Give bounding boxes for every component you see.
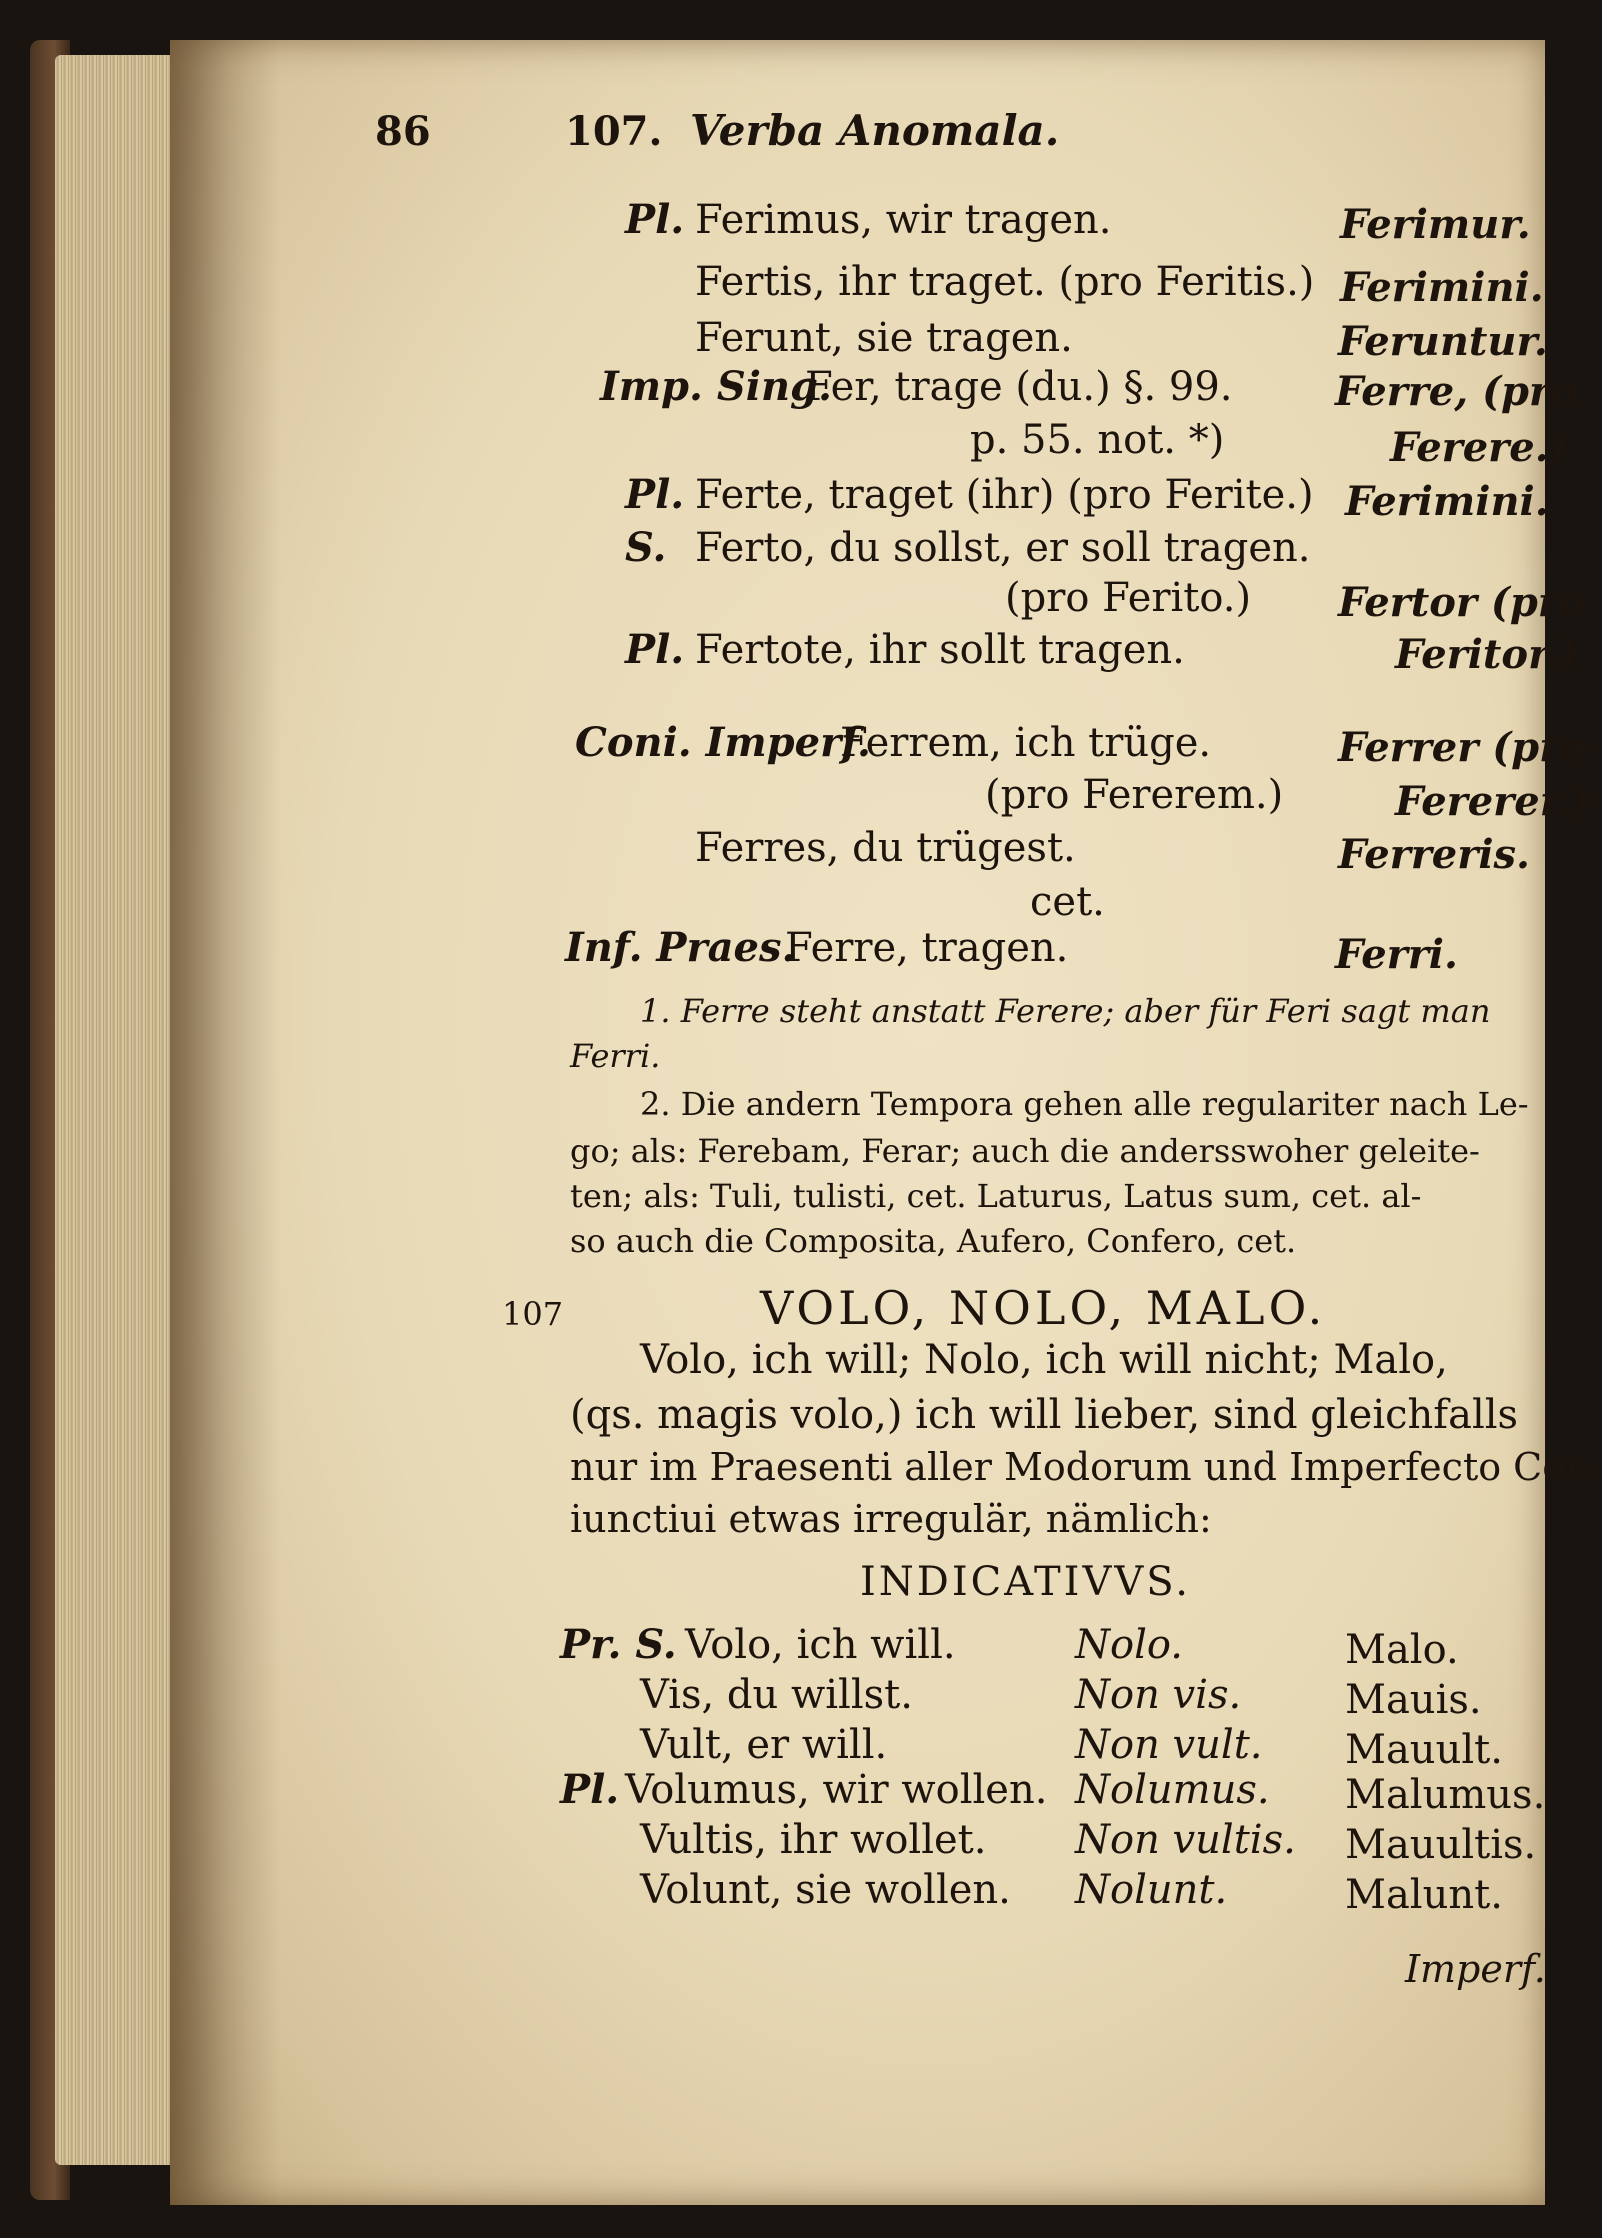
form-text: cet. xyxy=(1030,879,1105,925)
note-line: so auch die Composita, Aufero, Confero, cet. xyxy=(570,1222,1297,1260)
table-row-label: Pl. xyxy=(560,1766,620,1813)
form-text: (pro Fererem.) xyxy=(985,772,1284,818)
passive-form: Fertor (pro xyxy=(1338,579,1586,626)
malo-form: Mauult. xyxy=(1345,1727,1503,1773)
row-label: S. xyxy=(625,524,667,571)
passive-form: Ferimur. xyxy=(1340,201,1531,248)
nolo-form: Non vult. xyxy=(1075,1722,1263,1768)
catchword: Imperf. xyxy=(1405,1947,1546,1991)
nolo-form: Non vis. xyxy=(1075,1672,1242,1718)
nolo-form: Non vultis. xyxy=(1075,1817,1296,1863)
passive-form: Ferri. xyxy=(1335,931,1458,978)
passive-form: Ferre, (pro xyxy=(1335,368,1577,415)
form-text: Ferrem, ich trüge. xyxy=(840,720,1212,766)
note-line: go; als: Ferebam, Ferar; auch die andersswoher geleite- xyxy=(570,1132,1480,1170)
passive-form: Ferimini. xyxy=(1340,264,1544,311)
row-label: Pl. xyxy=(625,471,685,518)
note-line: ten; als: Tuli, tulisti, cet. Laturus, Latus sum, cet. al- xyxy=(570,1177,1422,1215)
form-text: Fertis, ihr traget. (pro Feritis.) xyxy=(695,259,1315,305)
table-row-label: Pr. S. xyxy=(560,1621,677,1668)
form-text: Fer, trage (du.) §. 99. xyxy=(805,364,1233,410)
intro-line: Volo, ich will; Nolo, ich will nicht; Malo, xyxy=(640,1337,1448,1383)
intro-line: (qs. magis volo,) ich will lieber, sind gleichfalls xyxy=(570,1392,1519,1438)
margin-section-number: 107 xyxy=(502,1295,564,1333)
passive-form: Ferere.) xyxy=(1390,424,1568,471)
form-text: Ferto, du sollst, er soll tragen. xyxy=(695,525,1311,571)
volo-form: Volunt, sie wollen. xyxy=(640,1867,1011,1913)
form-text: Ferres, du trügest. xyxy=(695,825,1076,871)
row-label: Pl. xyxy=(625,626,685,673)
note-line: 2. Die andern Tempora gehen alle regulariter nach Le- xyxy=(640,1085,1529,1123)
passive-form: Fererer.) xyxy=(1395,778,1590,825)
row-label: Pl. xyxy=(625,196,685,243)
page-edges xyxy=(55,55,175,2165)
volo-form: Volo, ich will. xyxy=(685,1622,956,1668)
passive-form: Feritor.) xyxy=(1395,631,1579,678)
page-number: 86 xyxy=(375,108,431,155)
row-label: Inf. Praes. xyxy=(565,924,796,971)
malo-form: Mauultis. xyxy=(1345,1822,1537,1868)
form-text: Ferte, traget (ihr) (pro Ferite.) xyxy=(695,472,1314,518)
running-title: Verba Anomala. xyxy=(690,106,1060,155)
malo-form: Malumus. xyxy=(1345,1772,1546,1818)
form-text: Ferimus, wir tragen. xyxy=(695,197,1112,243)
section-heading: VOLO, NOLO, MALO. xyxy=(760,1281,1327,1335)
row-label: Imp. Sing. xyxy=(600,363,832,410)
malo-form: Mauis. xyxy=(1345,1677,1482,1723)
volo-form: Vultis, ihr wollet. xyxy=(640,1817,987,1863)
form-text: (pro Ferito.) xyxy=(1005,575,1252,621)
nolo-form: Nolo. xyxy=(1075,1622,1183,1668)
passive-form: Ferimini. xyxy=(1345,478,1549,525)
form-text: Ferre, tragen. xyxy=(785,925,1069,971)
form-text: p. 55. not. *) xyxy=(970,417,1225,463)
note-line: 1. Ferre steht anstatt Ferere; aber für Feri sagt man xyxy=(640,992,1491,1030)
malo-form: Malo. xyxy=(1345,1627,1459,1673)
volo-form: Volumus, wir wollen. xyxy=(625,1767,1048,1813)
indicativus-heading: INDICATIVVS. xyxy=(860,1559,1191,1605)
section-number: 107. xyxy=(565,108,663,155)
passive-form: Ferrer (pro xyxy=(1338,724,1587,771)
passive-form: Ferreris. xyxy=(1338,831,1530,878)
intro-line: nur im Praesenti aller Modorum und Imperfecto Con- xyxy=(570,1445,1602,1489)
nolo-form: Nolunt. xyxy=(1075,1867,1228,1913)
malo-form: Malunt. xyxy=(1345,1872,1503,1918)
form-text: Ferunt, sie tragen. xyxy=(695,315,1073,361)
row-label: Coni. Imperf. xyxy=(575,719,871,766)
note-line: Ferri. xyxy=(570,1037,661,1075)
volo-form: Vult, er will. xyxy=(640,1722,888,1768)
passive-form: Feruntur. xyxy=(1338,318,1548,365)
form-text: Fertote, ihr sollt tragen. xyxy=(695,627,1185,673)
volo-form: Vis, du willst. xyxy=(640,1672,913,1718)
intro-line: iunctiui etwas irregulär, nämlich: xyxy=(570,1497,1212,1541)
nolo-form: Nolumus. xyxy=(1075,1767,1270,1813)
spine-shadow xyxy=(170,40,280,2205)
